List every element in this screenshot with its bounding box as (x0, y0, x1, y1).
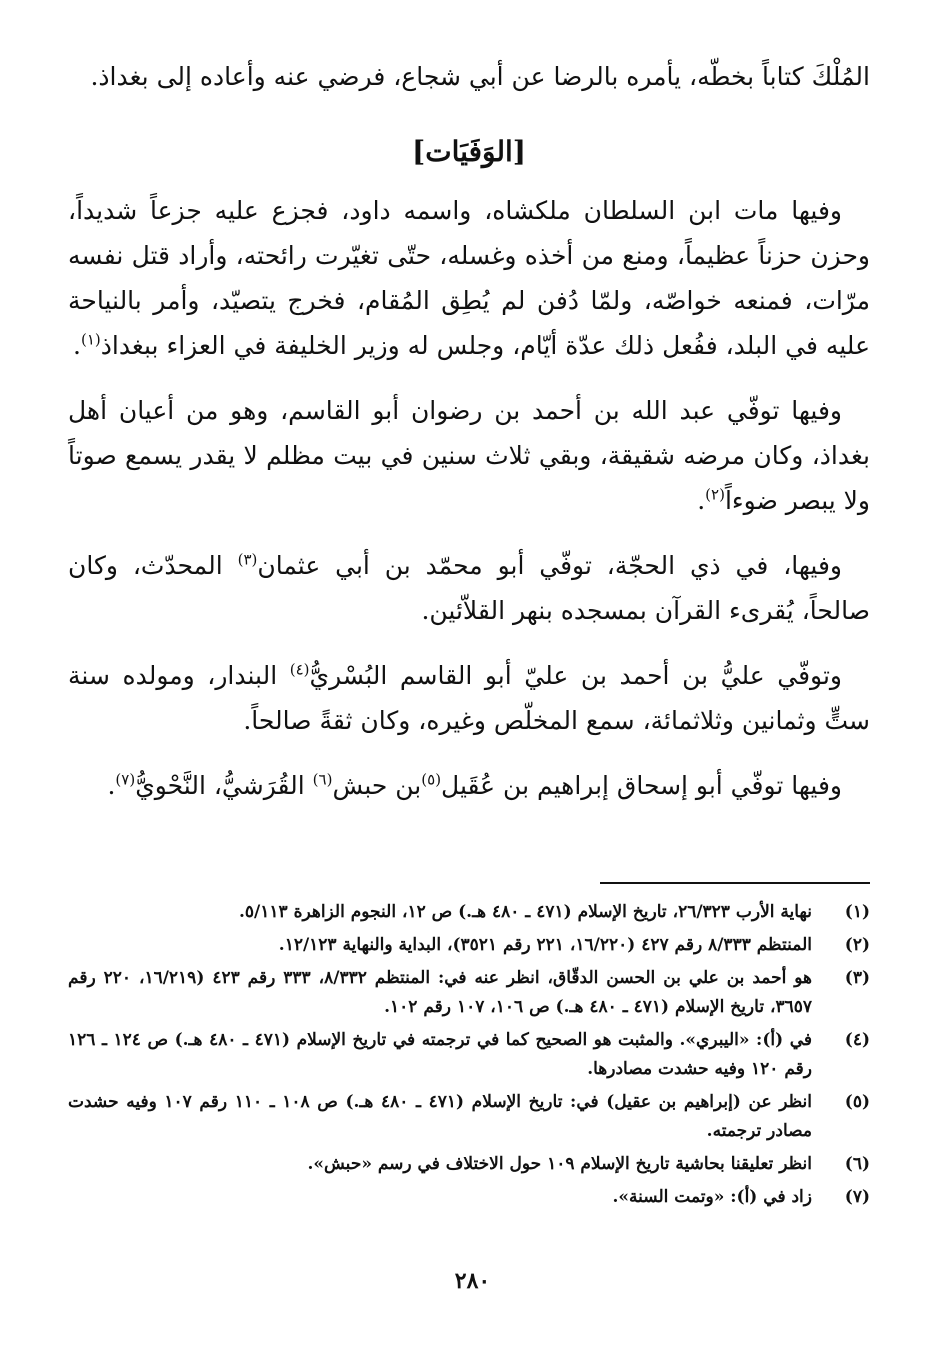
section-title: [الوَفَيَات] (412, 135, 526, 168)
paragraph-end: . (107, 771, 116, 800)
footnote-number: (٧) (844, 1187, 870, 1207)
footnote-ref-2[interactable]: (٢) (705, 485, 725, 504)
paragraph-abu-muhammad (68, 543, 870, 633)
footnote-item (68, 1026, 870, 1084)
paragraph-ali-busri (68, 653, 870, 743)
page-number: ٢٨٠ (454, 1268, 491, 1294)
footnote-ref-1[interactable]: (١) (80, 330, 101, 349)
footnote-ref-5[interactable]: (٥) (421, 770, 442, 789)
footnote-number: (٤) (844, 1030, 870, 1050)
footnote-divider (600, 882, 870, 884)
footnote-text: انظر عن (إبراهيم بن عقيل) في: تاريخ الإسلام (٤٧١ ـ ٤٨٠ هـ.) ص ١٠٨ ـ ١١٠ رقم ١٠٧ وفيه حشدت مصادر ترجمته. (68, 1092, 812, 1141)
footnote-ref-3[interactable]: (٣) (237, 550, 258, 569)
footnote-number: (٥) (844, 1092, 870, 1112)
footnote-text: انظر تعليقنا بحاشية تاريخ الإسلام ١٠٩ حول الاختلاف في رسم «حبش». (307, 1154, 812, 1174)
paragraph-text: وفيها توفّي عبد الله بن أحمد بن رضوان أبو القاسم، وهو من أعيان أهل بغداذ، وكان مرضه شقيقة، وبقي ثلاث سنين في بيت مظلم لا يقدر يسمع صوتاً ولا يبصر ضوءاً (68, 396, 870, 515)
footnotes (68, 898, 870, 1216)
footnote-ref-6[interactable]: (٦) (312, 770, 333, 789)
footnote-text: زاد في (أ): «وتمت السنة». (612, 1187, 812, 1207)
paragraph-end: . (697, 486, 706, 515)
footnote-ref-7[interactable]: (٧) (115, 770, 136, 789)
footnote-number: (٣) (844, 968, 870, 988)
paragraph-dawud (68, 188, 870, 368)
intro-paragraph: المُلْكَ كتاباً بخطّه، يأمره بالرضا عن أبي شجاع، فرضي عنه وأعاده إلى بغداذ. (90, 62, 870, 91)
footnote-item (68, 898, 870, 927)
footnote-item (68, 1150, 870, 1179)
paragraph-abdullah (68, 388, 870, 523)
paragraph-text: وفيها مات ابن السلطان ملكشاه، واسمه داود، فجزع عليه جزعاً شديداً، وحزن حزناً عظيماً، ومنع من أخذه وغسله، حتّى تغيّرت رائحته، وأراد قتل نفسه مرّات، فمنعه خواصّه، ولمّا دُفن لم يُطِق المُقام، فخرج يتصيّد، وأمر بالنياحة عليه في البلد، ففُعل ذلك عدّة أيّام، وجلس له وزير الخليفة في العزاء ببغداذ (68, 196, 870, 360)
footnote-item (68, 964, 870, 1022)
footnote-text: هو أحمد بن علي بن الحسن الدقّاق، انظر عنه في: المنتظم ٨/٣٣٢، ٣٣٣ رقم ٤٢٣ (١٦/٢١٩، ٢٢٠ رقم ٣٦٥٧، تاريخ الإسلام (٤٧١ ـ ٤٨٠ هـ.) ص ١٠٦، ١٠٧ رقم ١٠٢. (68, 968, 813, 1017)
footnote-item (68, 1183, 870, 1212)
paragraph-text: وفيها توفّي أبو إسحاق إبراهيم بن عُقَيل (441, 771, 842, 800)
footnote-text: نهاية الأرب ٢٦/٣٢٣، تاريخ الإسلام (٤٧١ ـ ٤٨٠ هـ.) ص ١٢، النجوم الزاهرة ٥/١١٣. (239, 902, 812, 922)
paragraph-end: . (73, 331, 81, 360)
paragraph-text: المحدّث، وكان صالحاً، يُقرىء القرآن بمسجده بنهر القلاّئين. (68, 551, 870, 625)
paragraph-text: بن حبش (332, 771, 422, 800)
footnote-ref-4[interactable]: (٤) (289, 660, 310, 679)
footnote-number: (٢) (844, 935, 870, 955)
footnote-number: (١) (844, 902, 870, 922)
footnote-item (68, 1088, 870, 1146)
paragraph-text: البندار، ومولده سنة ستٍّ وثمانين وثلاثمائة، سمع المخلّص وغيره، وكان ثقةً صالحاً. (68, 661, 870, 735)
paragraph-text: وفيها، في ذي الحجّة، توفّي أبو محمّد بن أبي عثمان (257, 551, 842, 580)
footnote-text: المنتظم ٨/٣٣٣ رقم ٤٢٧ (١٦/٢٢٠، ٢٢١ رقم ٣٥٢١)، البداية والنهاية ١٢/١٢٣. (278, 935, 812, 955)
footnote-item (68, 931, 870, 960)
paragraph-ibrahim (68, 763, 870, 808)
footnote-number: (٦) (844, 1154, 870, 1174)
paragraph-text: وتوفّي عليُّ بن أحمد بن عليّ أبو القاسم البُسْريُّ (309, 661, 843, 690)
paragraph-text: القُرَشيُّ، النَّحْويُّ (135, 771, 313, 800)
footnote-text: في (أ): «اليبري». والمثبت هو الصحيح كما في ترجمته في تاريخ الإسلام (٤٧١ ـ ٤٨٠ هـ.) ص ١٢٤ ـ ١٢٦ رقم ١٢٠ وفيه حشدت مصادرها. (68, 1030, 812, 1079)
main-text (68, 54, 870, 828)
